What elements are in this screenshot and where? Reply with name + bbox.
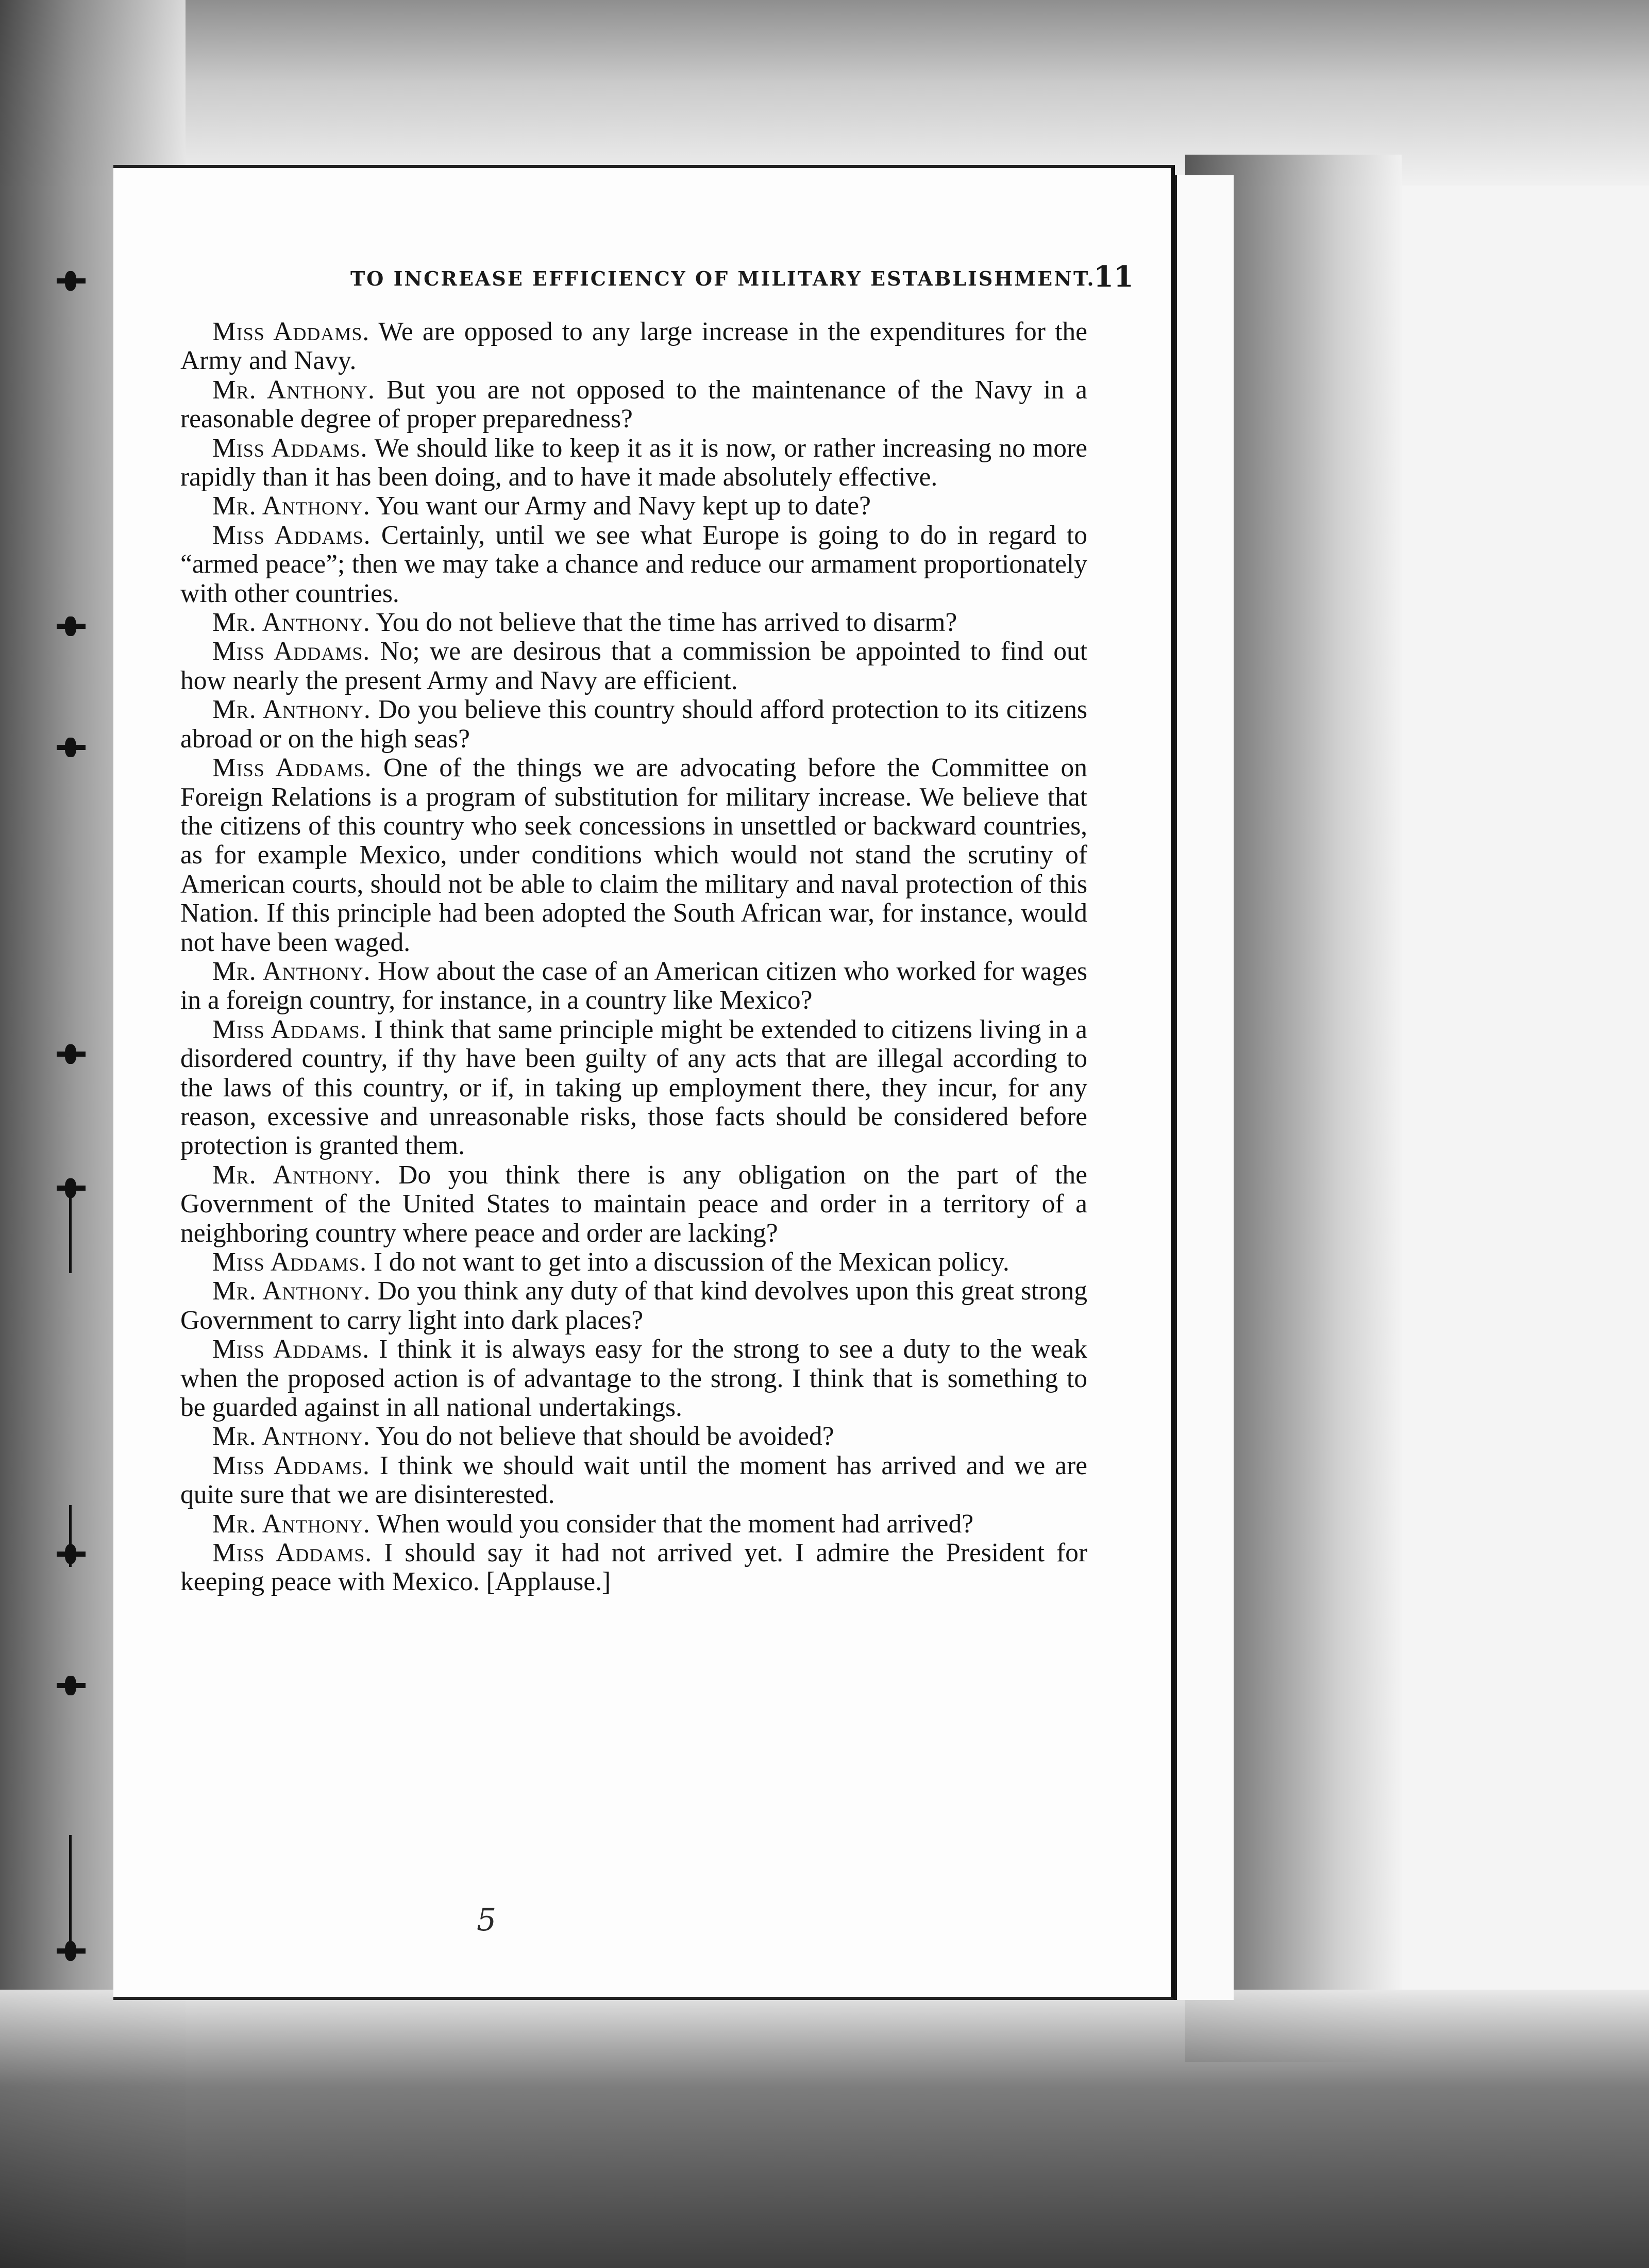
speaker-name: Miss Addams. <box>212 520 371 550</box>
testimony-paragraph <box>180 957 1087 1015</box>
binding-line <box>69 1505 72 1567</box>
speaker-name: Mr. Anthony. <box>212 1422 371 1452</box>
speaker-name: Mr. Anthony. <box>212 956 371 986</box>
testimony-paragraph <box>180 492 1087 521</box>
speaker-name: Miss Addams. <box>212 1247 367 1277</box>
speaker-name: Miss Addams. <box>212 1450 370 1480</box>
handwritten-mark: 5 <box>477 1902 497 1938</box>
testimony-paragraph <box>180 1452 1087 1510</box>
paragraph-text: You do not believe that the time has arrived to disarm? <box>370 608 957 638</box>
testimony-paragraph <box>180 318 1087 376</box>
speaker-name: Mr. Anthony. <box>212 1509 371 1539</box>
testimony-paragraph <box>180 637 1087 695</box>
testimony-paragraph <box>180 754 1087 957</box>
testimony-paragraph <box>180 521 1087 608</box>
binding-mark <box>57 1683 86 1688</box>
testimony-paragraph <box>180 1335 1087 1422</box>
paragraph-text: Do you think any duty of that kind devolves upon this great strong Government to carry light into dark places? <box>180 1276 1087 1335</box>
paragraph-text: But you are not opposed to the maintenance of the Navy in a reasonable degree of proper preparedness? <box>180 375 1087 434</box>
paragraph-text: No; we are desirous that a commission be appointed to find out how nearly the present Army and Navy are efficient. <box>180 637 1088 695</box>
testimony-paragraph <box>180 376 1087 434</box>
paragraph-text: One of the things we are advocating before the Committee on Foreign Relations is a program of substitution for military increase. We believe that the citizens of this country who seek concessions in unsettled or backward countries, as for example Mexico, under conditions which would not stand the scrutiny of American courts, should not be able to claim the military and naval protection of this Nation. If this principle had been adopted the South African war, for instance, would not have been waged. <box>180 753 1087 957</box>
speaker-name: Mr. Anthony. <box>212 491 371 521</box>
transcript-body <box>180 318 1087 1597</box>
scan-shadow-bottom <box>0 1990 1649 2268</box>
testimony-paragraph <box>180 434 1087 492</box>
testimony-paragraph <box>180 608 1087 637</box>
scan-shadow-top <box>0 0 1649 186</box>
paragraph-text: I do not want to get into a discussion of the Mexican policy. <box>366 1247 1009 1277</box>
paragraph-text: I think that same principle might be extended to citizens living in a disordered country, if thy have been guilty of any acts that are illegal according to the laws of this country, or if, in taking up employment there, they incur, for any reason, excessive and unreasonable risks, those facts should be considered before protection is granted them. <box>180 1014 1087 1161</box>
paragraph-text: I think it is always easy for the strong to see a duty to the weak when the proposed action is of advantage to the strong. I think that is something to be guarded against in all national undertakings. <box>180 1335 1087 1423</box>
binding-marks <box>0 0 113 2268</box>
speaker-name: Mr. Anthony. <box>212 1276 371 1306</box>
binding-mark <box>57 624 86 629</box>
speaker-name: Mr. Anthony. <box>212 1160 381 1190</box>
speaker-name: Mr. Anthony. <box>212 695 371 725</box>
running-head <box>232 256 1149 292</box>
speaker-name: Miss Addams. <box>212 433 368 463</box>
paragraph-text: We are opposed to any large increase in the expenditures for the Army and Navy. <box>180 317 1087 376</box>
binding-mark <box>57 1186 86 1191</box>
paragraph-text: We should like to keep it as it is now, or rather increasing no more rapidly than it has been doing, and to have it made absolutely effective. <box>180 433 1087 492</box>
testimony-paragraph <box>180 1161 1087 1248</box>
speaker-name: Miss Addams. <box>212 1014 367 1044</box>
speaker-name: Miss Addams. <box>212 753 372 783</box>
speaker-name: Miss Addams. <box>212 1335 370 1364</box>
testimony-paragraph <box>180 1539 1087 1597</box>
paragraph-text: I should say it had not arrived yet. I admire the President for keeping peace with Mexico. [Applause.] <box>180 1538 1087 1597</box>
speaker-name: Miss Addams. <box>212 637 371 666</box>
testimony-paragraph <box>180 1422 1087 1451</box>
binding-mark <box>57 1052 86 1057</box>
paragraph-text: When would you consider that the moment had arrived? <box>370 1509 974 1539</box>
testimony-paragraph <box>180 1277 1087 1335</box>
testimony-paragraph <box>180 695 1087 754</box>
paragraph-text: You do not believe that should be avoided? <box>370 1422 834 1452</box>
speaker-name: Mr. Anthony. <box>212 608 371 638</box>
binding-mark <box>57 745 86 750</box>
binding-mark <box>57 278 86 284</box>
paragraph-text: You want our Army and Navy kept up to date? <box>370 491 871 521</box>
paragraph-text: How about the case of an American citizen who worked for wages in a foreign country, for instance, in a country like Mexico? <box>180 956 1087 1015</box>
book-page <box>113 165 1175 2000</box>
testimony-paragraph <box>180 1015 1087 1161</box>
binding-line <box>69 1835 72 1954</box>
page-number: 11 <box>1093 260 1134 294</box>
page-edge <box>1175 175 1234 2000</box>
paragraph-text: Do you believe this country should afford protection to its citizens abroad or on the high seas? <box>180 695 1087 754</box>
paragraph-text: I think we should wait until the moment has arrived and we are quite sure that we are disinterested. <box>180 1450 1087 1510</box>
speaker-name: Miss Addams. <box>212 1538 373 1568</box>
paragraph-text: Do you think there is any obligation on the part of the Government of the United States to maintain peace and order in a territory of a neighboring country where peace and order are lacking? <box>180 1160 1087 1248</box>
testimony-paragraph <box>180 1510 1087 1539</box>
speaker-name: Miss Addams. <box>212 317 370 346</box>
binding-line <box>69 1191 72 1273</box>
speaker-name: Mr. Anthony. <box>212 375 375 405</box>
paragraph-text: Certainly, until we see what Europe is going to do in regard to “armed peace”; then we may take a chance and reduce our armament proportionately with other countries. <box>180 520 1087 608</box>
running-title: TO INCREASE EFFICIENCY OF MILITARY ESTABLISHMENT. <box>350 267 1096 290</box>
testimony-paragraph <box>180 1248 1087 1277</box>
